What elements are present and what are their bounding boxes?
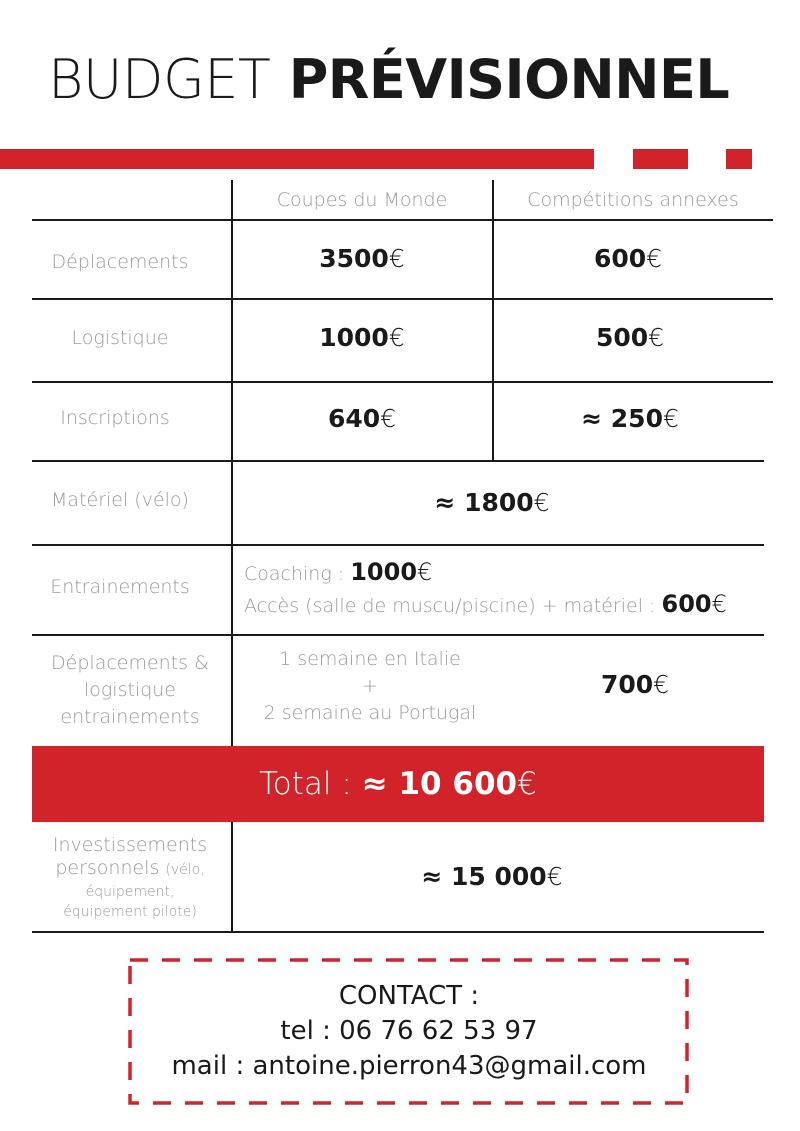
contact-tel: tel : 06 76 62 53 97 [280,1015,538,1046]
value-logistique-competitions: 500 € [595,322,665,352]
total-currency: € [517,766,537,802]
title-bold: PRÉVISIONNEL [288,48,730,111]
value-deplacements-competitions: 600 € [593,244,663,273]
contact-mail: mail : antoine.pierron43@gmail.com [171,1050,647,1081]
row-label-deplacements: Déplacements [51,250,189,273]
column-header-coupes: Coupes du Monde [276,188,448,211]
row-label-investissements: Investissements personnels (vélo, équipement, équipement pilote) [52,834,208,920]
value-inscriptions-competitions: ≈ 250 € [581,403,679,433]
coaching-line: Coaching : 1000€ [244,558,433,586]
total-value: ≈ 10 600 [361,766,518,802]
acces-line: Accès (salle de muscu/piscine) + matériel : 600€ [244,590,727,618]
title-light: BUDGET [48,48,271,111]
total-label: Total : [259,766,352,802]
contact-box [130,958,688,1104]
row-label-entrainements: Entrainements [50,575,190,598]
row-label-materiel: Matériel (vélo) [51,488,189,511]
row-label-deplacements-entrainements: Déplacements & logistique entrainements [51,651,209,728]
value-deplacements-coupes: 3500 € [319,244,405,273]
value-investissements: ≈ 15 000 € [421,861,563,891]
trip-details: 1 semaine en Italie + 2 semaine au Portugal [263,647,477,724]
value-logistique-coupes: 1000 € [319,322,405,352]
value-inscriptions-coupes: 640 € [327,403,397,433]
column-header-competitions: Compétitions annexes [527,188,739,211]
value-materiel: ≈ 1800 € [434,487,550,517]
row-label-inscriptions: Inscriptions [60,406,170,429]
row-label-logistique: Logistique [71,326,169,349]
value-deplacements-entrainements: 700 € [600,669,670,699]
contact-heading: CONTACT : [338,980,480,1011]
